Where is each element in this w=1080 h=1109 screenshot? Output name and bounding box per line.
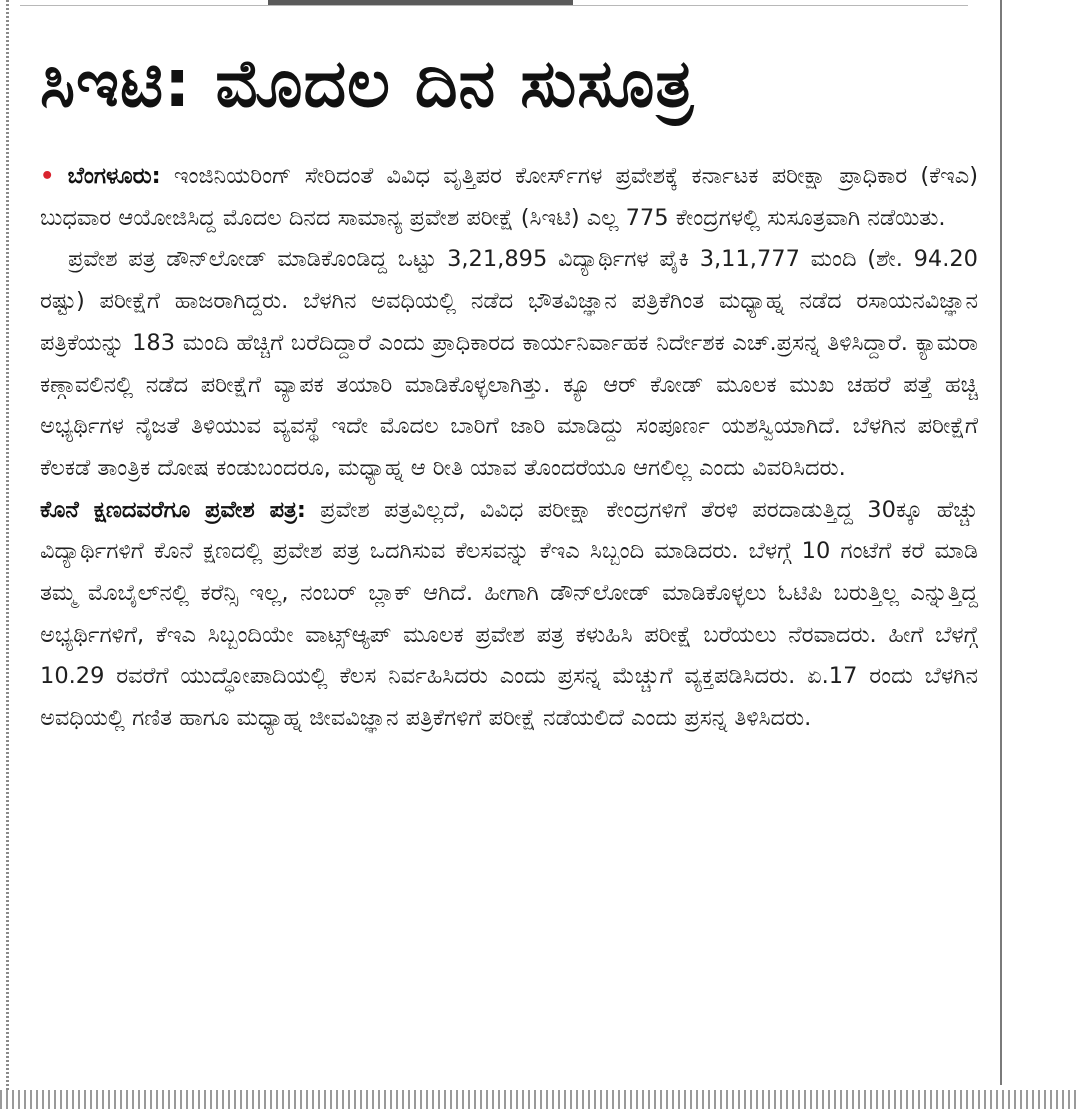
bottom-dotted-border — [0, 1090, 1080, 1109]
dateline: ಬೆಂಗಳೂರು: — [67, 163, 161, 189]
headline: ಸಿಇಟಿ: ಮೊದಲ ದಿನ ಸುಸೂತ್ರ — [40, 45, 695, 122]
paragraph-2 — [40, 239, 978, 489]
top-rule — [20, 5, 968, 6]
bullet-icon: • — [40, 163, 55, 189]
paragraph-3 — [40, 490, 978, 740]
paragraph-2-text: ಪ್ರವೇಶ ಪತ್ರ ಡೌನ್‌ಲೋಡ್ ಮಾಡಿಕೊಂಡಿದ್ದ ಒಟ್ಟು 3,21,895 ವಿದ್ಯಾರ್ಥಿಗಳ ಪೈಕಿ 3,11,777 ಮಂದಿ (ಶೇ. 94.20 ರಷ್ಟು) ಪರೀಕ್ಷೆಗೆ ಹಾಜರಾಗಿದ್ದರು. ಬೆಳಗಿನ ಅವಧಿಯಲ್ಲಿ ನಡೆದ ಭೌತವಿಜ್ಞಾನ ಪತ್ರಿಕೆಗಿಂತ ಮಧ್ಯಾಹ್ನ ನಡೆದ ರಸಾಯನವಿಜ್ಞಾನ ಪತ್ರಿಕೆಯನ್ನು 183 ಮಂದಿ ಹೆಚ್ಚಿಗೆ ಬರೆದಿದ್ದಾರೆ ಎಂದು ಪ್ರಾಧಿಕಾರದ ಕಾರ್ಯನಿರ್ವಾಹಕ ನಿರ್ದೇಶಕ ಎಚ್.ಪ್ರಸನ್ನ ತಿಳಿಸಿದ್ದಾರೆ. ಕ್ಯಾಮರಾ ಕಣ್ಗಾವಲಿನಲ್ಲಿ ನಡೆದ ಪರೀಕ್ಷೆಗೆ ವ್ಯಾಪಕ ತಯಾರಿ ಮಾಡಿಕೊಳ್ಳಲಾಗಿತ್ತು. ಕ್ಯೂ ಆರ್ ಕೋಡ್ ಮೂಲಕ ಮುಖ ಚಹರೆ ಪತ್ತೆ ಹಚ್ಚಿ ಅಭ್ಯರ್ಥಿಗಳ ನೈಜತೆ ತಿಳಿಯುವ ವ್ಯವಸ್ಥೆ ಇದೇ ಮೊದಲ ಬಾರಿಗೆ ಜಾರಿ ಮಾಡಿದ್ದು ಸಂಪೂರ್ಣ ಯಶಸ್ವಿಯಾಗಿದೆ. ಬೆಳಗಿನ ಪರೀಕ್ಷೆಗೆ ಕೆಲಕಡೆ ತಾಂತ್ರಿಕ ದೋಷ ಕಂಡುಬಂದರೂ, ಮಧ್ಯಾಹ್ನ ಆ ರೀತಿ ಯಾವ ತೊಂದರೆಯೂ ಆಗಲಿಲ್ಲ ಎಂದು ವಿವರಿಸಿದರು. — [40, 246, 978, 481]
news-article — [40, 28, 978, 740]
paragraph-3-text: ಪ್ರವೇಶ ಪತ್ರವಿಲ್ಲದೆ, ವಿವಿಧ ಪರೀಕ್ಷಾ ಕೇಂದ್ರಗಳಿಗೆ ತೆರಳಿ ಪರದಾಡುತ್ತಿದ್ದ 30ಕ್ಕೂ ಹೆಚ್ಚು ವಿದ್ಯಾರ್ಥಿಗಳಿಗೆ ಕೊನೆ ಕ್ಷಣದಲ್ಲಿ ಪ್ರವೇಶ ಪತ್ರ ಒದಗಿಸುವ ಕೆಲಸವನ್ನು ಕೆಇಎ ಸಿಬ್ಬಂದಿ ಮಾಡಿದರು. ಬೆಳಗ್ಗೆ 10 ಗಂಟೆಗೆ ಕರೆ ಮಾಡಿ ತಮ್ಮ ಮೊಬೈಲ್‌ನಲ್ಲಿ ಕರೆನ್ಸಿ ಇಲ್ಲ, ನಂಬರ್ ಬ್ಲಾಕ್ ಆಗಿದೆ. ಹೀಗಾಗಿ ಡೌನ್‌ಲೋಡ್ ಮಾಡಿಕೊಳ್ಳಲು ಓಟಿಪಿ ಬರುತ್ತಿಲ್ಲ ಎನ್ನುತ್ತಿದ್ದ ಅಭ್ಯರ್ಥಿಗಳಿಗೆ, ಕೆಇಎ ಸಿಬ್ಬಂದಿಯೇ ವಾಟ್ಸ್ಆ್ಯಪ್ ಮೂಲಕ ಪ್ರವೇಶ ಪತ್ರ ಕಳುಹಿಸಿ ಪರೀಕ್ಷೆ ಬರೆಯಲು ನೆರವಾದರು. ಹೀಗೆ ಬೆಳಗ್ಗೆ 10.29 ರವರೆಗೆ ಯುದ್ಧೋಪಾದಿಯಲ್ಲಿ ಕೆಲಸ ನಿರ್ವಹಿಸಿದರು ಎಂದು ಪ್ರಸನ್ನ ಮೆಚ್ಚುಗೆ ವ್ಯಕ್ತಪಡಿಸಿದರು. ಏ.17 ರಂದು ಬೆಳಗಿನ ಅವಧಿಯಲ್ಲಿ ಗಣಿತ ಹಾಗೂ ಮಧ್ಯಾಹ್ನ ಜೀವವಿಜ್ಞಾನ ಪತ್ರಿಕೆಗಳಿಗೆ ಪರೀಕ್ಷೆ ನಡೆಯಲಿದೆ ಎಂದು ಪ್ರಸನ್ನ ತಿಳಿಸಿದರು. — [40, 496, 979, 732]
subheading: ಕೊನೆ ಕ್ಷಣದವರೆಗೂ ಪ್ರವೇಶ ಪತ್ರ: — [40, 496, 306, 523]
left-dotted-border — [6, 0, 9, 1109]
paragraph-1-text: ಇಂಜಿನಿಯರಿಂಗ್ ಸೇರಿದಂತೆ ವಿವಿಧ ವೃತ್ತಿಪರ ಕೋರ್ಸ್‌ಗಳ ಪ್ರವೇಶಕ್ಕೆ ಕರ್ನಾಟಕ ಪರೀಕ್ಷಾ ಪ್ರಾಧಿಕಾರ (ಕೆಇಎ) ಬುಧವಾರ ಆಯೋಜಿಸಿದ್ದ ಮೊದಲ ದಿನದ ಸಾಮಾನ್ಯ ಪ್ರವೇಶ ಪರೀಕ್ಷೆ (ಸಿಇಟಿ) ಎಲ್ಲ 775 ಕೇಂದ್ರಗಳಲ್ಲಿ ಸುಸೂತ್ರವಾಗಿ ನಡೆಯಿತು. — [40, 163, 978, 231]
paragraph-1 — [40, 156, 978, 239]
right-border — [1000, 0, 1002, 1085]
